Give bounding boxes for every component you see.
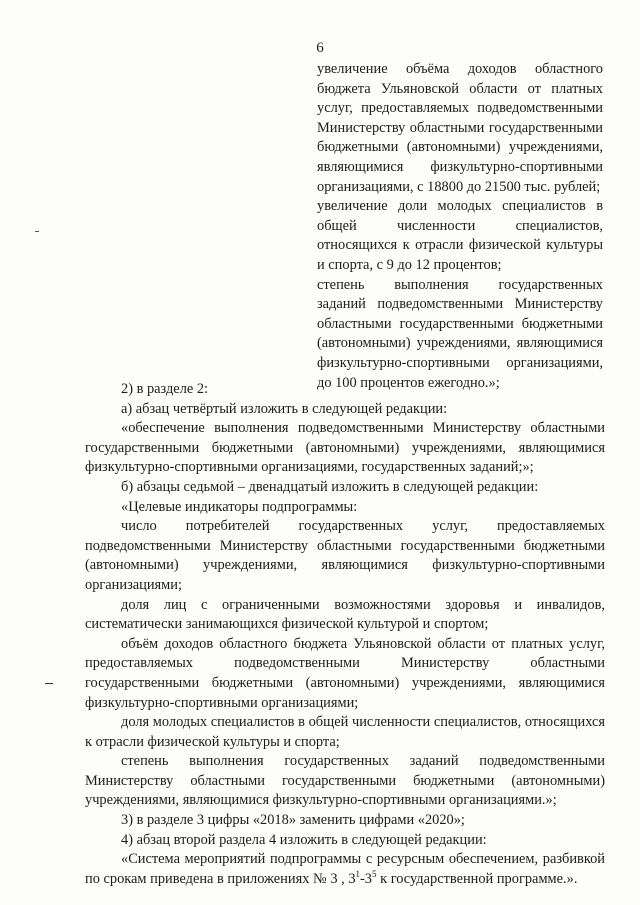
paragraph: увеличение доли молодых специалистов в общей численности специалистов, относящихся к отрасли физической культуры и спорта, с 9 до 12 процентов;	[317, 198, 603, 273]
paragraph: 4) абзац второй раздела 4 изложить в следующей редакции:	[121, 831, 487, 848]
text-span: к государственной программе.».	[376, 870, 578, 887]
paragraph: степень выполнения государственных заданий подведомственными Министерству областными государственными бюджетными (автономными) учреждениями, являющимися физкультурно-спортивными организациями, до 100 процентов ежегодно.»;	[317, 276, 603, 391]
paragraph: доля молодых специалистов в общей численности специалистов, относящихся к отрасли физической культуры и спорта;	[85, 714, 605, 750]
paragraph: 3) в разделе 3 цифры «2018» заменить цифрами «2020»;	[121, 812, 465, 829]
paragraph: объём доходов областного бюджета Ульяновской области от платных услуг, предоставляемых подведомственными Министерству областными государственными бюджетными (автономными) учреждениями, являющимися физкультурно-спортивными организациями;	[85, 635, 605, 711]
paragraph: увеличение объёма доходов областного бюджета Ульяновской области от платных услуг, предоставляемых подведомственными Министерству областными государственными бюджетными (автономными) учреждениями, являющимися физкультурно-спортивными организациями, с 18800 до 21500 тыс. рублей;	[317, 61, 603, 195]
paragraph: доля лиц с ограниченными возможностями здоровья и инвалидов, систематически занимающихся физической культурой и спортом;	[85, 596, 605, 633]
scan-speck	[45, 683, 53, 684]
paragraph: б) абзацы седьмой – двенадцатый изложить в следующей редакции:	[121, 478, 539, 495]
superscript: 5	[372, 869, 377, 880]
scan-speck	[35, 231, 39, 232]
paragraph: «Целевые индикаторы подпрограммы:	[121, 498, 358, 515]
paragraph-final	[85, 850, 605, 889]
top-text-block	[317, 60, 603, 393]
superscript: 1	[355, 869, 361, 880]
page-number: 6	[316, 40, 324, 56]
paragraph: а) абзац четвёртый изложить в следующей редакции:	[121, 400, 448, 417]
text-span: -3	[360, 870, 373, 887]
text-span: «Система мероприятий подпрограммы с ресурсным обеспечением, разбивкой по срокам приведена в приложениях № 3 , 3	[85, 851, 605, 887]
paragraph: число потребителей государственных услуг, предоставляемых подведомственными Министерству областными государственными бюджетными (автономными) учреждениями, являющимися физкультурно-спортивными организациями;	[85, 518, 605, 593]
paragraph: 2) в разделе 2:	[121, 381, 209, 397]
paragraph: степень выполнения государственных заданий подведомственными Министерству областными государственными бюджетными (автономными) учреждениями, являющимися физкультурно-спортивными организациями.»;	[85, 753, 605, 809]
paragraph: «обеспечение выполнения подведомственными Министерству областными государственными бюджетными (автономными) учреждениями, являющимися физкультурно-спортивными организациями, государственных заданий;»;	[85, 420, 605, 476]
main-text	[85, 380, 605, 889]
